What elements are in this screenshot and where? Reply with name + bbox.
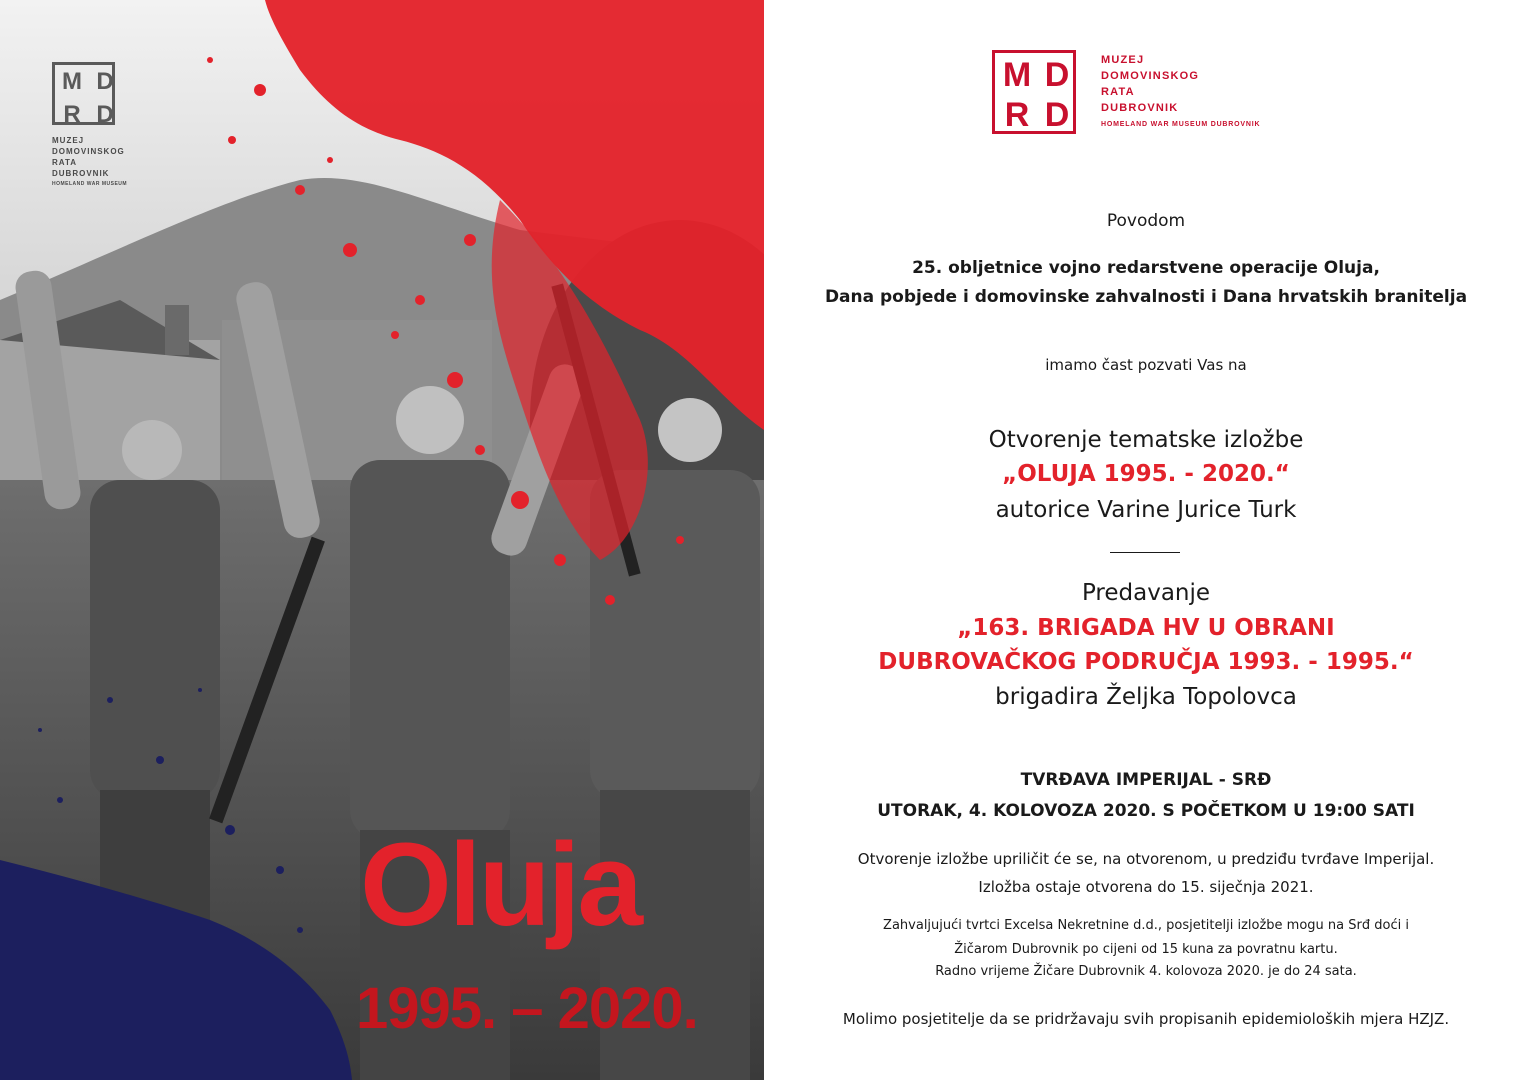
logo-subline: HOMELAND WAR MUSEUM — [52, 181, 128, 187]
note-line: Izložba ostaje otvorena do 15. siječnja 2021. — [978, 878, 1314, 896]
logo-subline: HOMELAND WAR MUSEUM DUBROVNIK — [1101, 121, 1261, 128]
logo-line: RATA — [52, 158, 78, 167]
logo-letter: D — [96, 101, 114, 128]
logo-line: DUBROVNIK — [52, 169, 110, 178]
invitation-logo-mark — [992, 50, 1076, 134]
section-divider — [1110, 552, 1180, 553]
poster-logo-text — [52, 135, 172, 190]
small-note-line: Žičarom Dubrovnik po cijeni od 15 kuna za povratnu kartu. — [954, 942, 1338, 957]
invitation-logo-text — [1101, 52, 1260, 130]
exhibition-author: autorice Varine Jurice Turk — [995, 497, 1297, 523]
logo-line: MUZEJ — [52, 136, 85, 145]
logo-line: DOMOVINSKOG — [1101, 70, 1200, 82]
occasion-line: Dana pobjede i domovinske zahvalnosti i Dana hrvatskih branitelja — [824, 287, 1468, 307]
invitation-museum-logo — [992, 50, 1260, 134]
logo-letter: D — [96, 68, 114, 95]
logo-letter: M — [1002, 55, 1032, 94]
venue: TVRĐAVA IMPERIJAL - SRĐ — [1020, 770, 1272, 790]
logo-line: DUBROVNIK — [1101, 102, 1179, 114]
closing-note: Molimo posjetitelje da se pridržavaju svih propisanih epidemioloških mjera HZJZ. — [842, 1010, 1450, 1028]
poster-museum-logo — [52, 62, 172, 190]
poster-years: 1995. – 2020. — [356, 976, 698, 1041]
event-datetime: UTORAK, 4. KOLOVOZA 2020. S POČETKOM U 19:00 SATI — [877, 801, 1415, 821]
poster-logo-mark — [52, 62, 115, 128]
logo-line: DOMOVINSKOG — [52, 147, 125, 156]
invite-line: imamo čast pozvati Vas na — [1045, 356, 1247, 374]
lecture-heading: Predavanje — [1081, 580, 1211, 606]
exhibition-title: „OLUJA 1995. - 2020.“ — [1002, 461, 1290, 487]
logo-letter: R — [1004, 95, 1030, 134]
poster-title: Oluja — [360, 819, 641, 951]
exhibition-heading: Otvorenje tematske izložbe — [988, 427, 1304, 453]
small-note-line: Radno vrijeme Žičare Dubrovnik 4. kolovoza 2020. je do 24 sata. — [935, 964, 1357, 979]
invitation — [764, 0, 1528, 1080]
lecture-title: „163. BRIGADA HV U OBRANI — [957, 615, 1335, 641]
logo-letter: R — [63, 101, 81, 128]
logo-line: MUZEJ — [1101, 54, 1145, 66]
logo-letter: M — [62, 68, 82, 95]
logo-letter: D — [1044, 95, 1070, 134]
lecture-author: brigadira Željka Topolovca — [995, 684, 1297, 710]
povodom: Povodom — [1106, 211, 1186, 231]
occasion-line: 25. obljetnice vojno redarstvene operacije Oluja, — [912, 258, 1380, 278]
logo-line: RATA — [1101, 86, 1135, 98]
small-note-line: Zahvaljujući tvrtci Excelsa Nekretnine d.d., posjetitelji izložbe mogu na Srđ doći i — [883, 918, 1409, 933]
logo-letter: D — [1044, 55, 1070, 94]
note-line: Otvorenje izložbe upriličit će se, na otvorenom, u predziđu tvrđave Imperijal. — [857, 850, 1435, 868]
lecture-title: DUBROVAČKOG PODRUČJA 1993. - 1995.“ — [878, 649, 1414, 675]
